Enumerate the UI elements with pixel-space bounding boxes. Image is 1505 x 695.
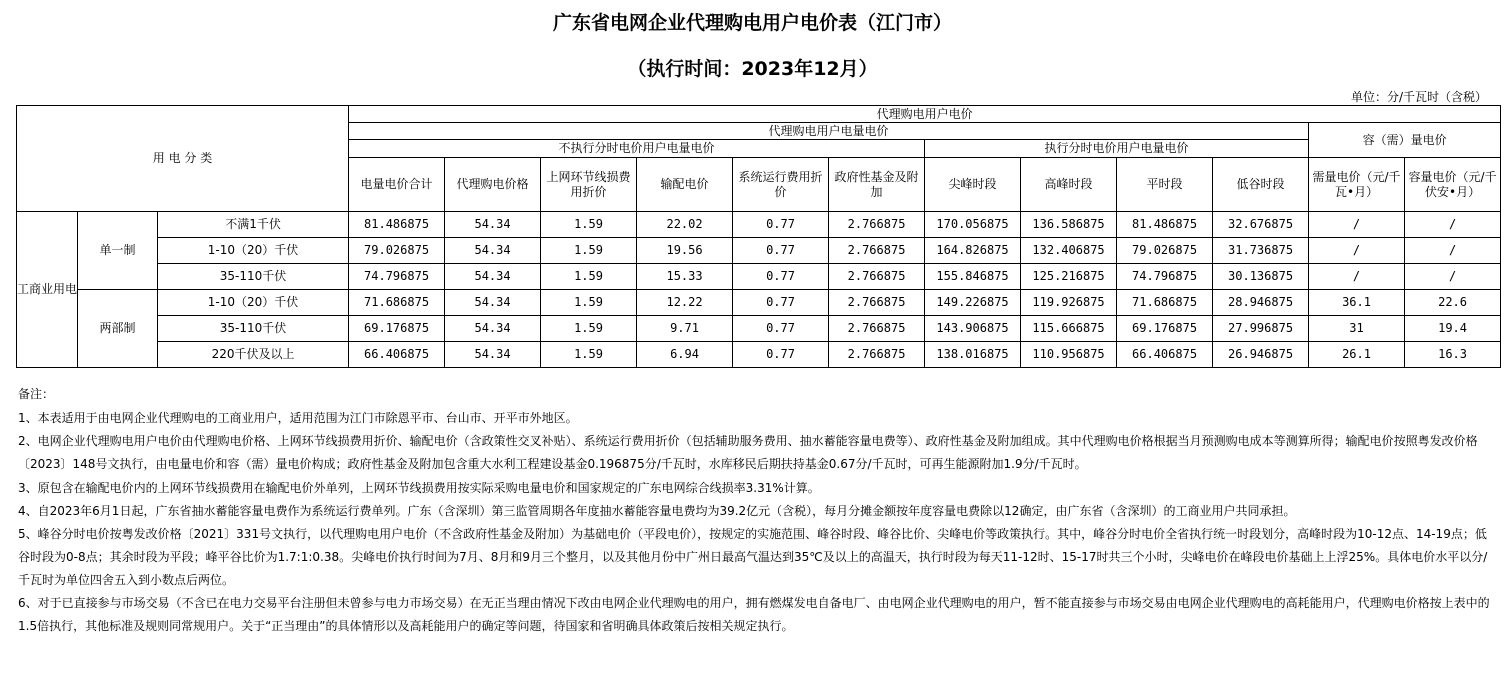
cell-line-loss: 1.59 [541,316,637,342]
cell-flat: 66.406875 [1117,342,1213,368]
page-subtitle: （执行时间：2023年12月） [627,58,878,80]
cell-system-operation: 0.77 [733,238,829,264]
cell-critical-peak: 164.826875 [925,238,1021,264]
cell-peak: 110.956875 [1021,342,1117,368]
cell-transmission: 22.02 [637,212,733,238]
notes-section [18,382,1490,638]
header-non-tou: 不执行分时电价用户电量电价 [349,140,925,158]
note-item: 1、本表适用于由电网企业代理购电的工商业用户，适用范围为江门市除恩平市、台山市、开平市外地区。 [18,411,578,425]
col-header-critical-peak: 尖峰时段 [925,158,1021,212]
cell-agent-price: 54.34 [445,264,541,290]
cell-valley: 32.676875 [1213,212,1309,238]
cell-system-operation: 0.77 [733,290,829,316]
cell-demand-price: 26.1 [1309,342,1405,368]
cell-flat: 69.176875 [1117,316,1213,342]
col-header-flat: 平时段 [1117,158,1213,212]
cell-demand-price: / [1309,212,1405,238]
cell-line-loss: 1.59 [541,212,637,238]
table-row [17,290,1501,316]
cell-gov-fund: 2.766875 [829,264,925,290]
cell-capacity-price: / [1405,212,1501,238]
cell-demand-price: 36.1 [1309,290,1405,316]
cell-total: 69.176875 [349,316,445,342]
cell-agent-price: 54.34 [445,290,541,316]
col-header-system-operation: 系统运行费用折价 [733,158,829,212]
subgroup-two-part: 两部制 [78,290,158,368]
header-tou: 执行分时电价用户电量电价 [925,140,1309,158]
cell-system-operation: 0.77 [733,342,829,368]
cell-flat: 74.796875 [1117,264,1213,290]
table-row [17,212,1501,238]
note-item: 6、对于已直接参与市场交易（不含已在电力交易平台注册但未曾参与电力市场交易）在无正当理由情况下改由电网企业代理购电的用户，拥有燃煤发电自备电厂、由电网企业代理购电的用户，暂不能直接参与市场交易由电网企业代理购电的高耗能用户，代理购电价格按上表中的1.5倍执行，其他标准及规则同常规用户。关于“正当理由”的具体情形以及高耗能用户的确定等问题，待国家和省明确具体政策后按相关规定执行。 [18,596,1490,633]
cell-flat: 71.686875 [1117,290,1213,316]
cell-gov-fund: 2.766875 [829,238,925,264]
col-header-peak: 高峰时段 [1021,158,1117,212]
cell-agent-price: 54.34 [445,212,541,238]
cell-line-loss: 1.59 [541,290,637,316]
cell-capacity-price: 19.4 [1405,316,1501,342]
header-capacity-price: 容（需）量电价 [1309,123,1501,158]
voltage-level: 1-10（20）千伏 [158,290,349,316]
cell-valley: 30.136875 [1213,264,1309,290]
table-row [17,264,1501,290]
voltage-level: 不满1千伏 [158,212,349,238]
note-item: 4、自2023年6月1日起，广东省抽水蓄能容量电费作为系统运行费单列。广东（含深圳）第三监管周期各年度抽水蓄能容量电费均为39.2亿元（含税），每月分摊金额按年度容量电费除以12确定，由广东省（含深圳）的工商业用户共同承担。 [18,504,1296,518]
cell-line-loss: 1.59 [541,264,637,290]
cell-peak: 132.406875 [1021,238,1117,264]
cell-gov-fund: 2.766875 [829,316,925,342]
header-agent-price: 代理购电用户电价 [349,106,1501,123]
cell-flat: 81.486875 [1117,212,1213,238]
group-label: 工商业用电 [17,212,78,368]
cell-total: 81.486875 [349,212,445,238]
col-header-total: 电量电价合计 [349,158,445,212]
cell-system-operation: 0.77 [733,264,829,290]
cell-peak: 136.586875 [1021,212,1117,238]
voltage-level: 1-10（20）千伏 [158,238,349,264]
note-item: 5、峰谷分时电价按粤发改价格〔2021〕331号文执行，以代理购电用户电价（不含政府性基金及附加）为基础电价（平段电价），按规定的实施范围、峰谷时段、峰谷比价、尖峰电价等政策执行。其中，峰谷分时电价全省执行统一时段划分，高峰时段为10-12点、14-19点；低谷时段为0-8点；其余时段为平段；峰平谷比价为1.7:1:0.38。尖峰电价执行时间为7月、8月和9月三个整月，以及其他月份中广州日最高气温达到35℃及以上的高温天，执行时段为每天11-12时、15-17时共三个小时，尖峰电价在峰段电价基础上上浮25%。具体电价水平以分/千瓦时为单位四舍五入到小数点后两位。 [18,527,1488,587]
cell-valley: 26.946875 [1213,342,1309,368]
cell-agent-price: 54.34 [445,342,541,368]
col-header-gov-fund: 政府性基金及附加 [829,158,925,212]
cell-capacity-price: 16.3 [1405,342,1501,368]
table-row [17,342,1501,368]
cell-capacity-price: / [1405,238,1501,264]
cell-gov-fund: 2.766875 [829,290,925,316]
cell-agent-price: 54.34 [445,316,541,342]
col-header-line-loss: 上网环节线损费用折价 [541,158,637,212]
col-header-capacity-price: 容量电价（元/千伏安•月） [1405,158,1501,212]
cell-critical-peak: 143.906875 [925,316,1021,342]
note-item: 3、原包含在输配电价内的上网环节线损费用在输配电价外单列，上网环节线损费用按实际采购电量电价和国家规定的广东电网综合线损率3.31%计算。 [18,481,820,495]
col-header-valley: 低谷时段 [1213,158,1309,212]
cell-total: 71.686875 [349,290,445,316]
cell-transmission: 9.71 [637,316,733,342]
cell-gov-fund: 2.766875 [829,342,925,368]
cell-demand-price: / [1309,238,1405,264]
table-row [17,238,1501,264]
cell-line-loss: 1.59 [541,238,637,264]
subgroup-single: 单一制 [78,212,158,290]
col-header-transmission: 输配电价 [637,158,733,212]
cell-demand-price: 31 [1309,316,1405,342]
cell-peak: 119.926875 [1021,290,1117,316]
voltage-level: 220千伏及以上 [158,342,349,368]
cell-transmission: 19.56 [637,238,733,264]
notes-heading: 备注： [18,387,55,401]
page-title: 广东省电网企业代理购电用户电价表（江门市） [552,12,952,34]
cell-peak: 115.666875 [1021,316,1117,342]
note-item: 2、电网企业代理购电用户电价由代理购电价格、上网环节线损费用折价、输配电价（含政策性交叉补贴）、系统运行费用折价（包括辅助服务费用、抽水蓄能容量电费等）、政府性基金及附加组成。其中代理购电价格根据当月预测购电成本等测算所得；输配电价按照粤发改价格〔2023〕148号文执行，由电量电价和容（需）量电价构成；政府性基金及附加包含重大水利工程建设基金0.196875分/千瓦时，水库移民后期扶持基金0.67分/千瓦时，可再生能源附加1.9分/千瓦时。 [18,434,1478,471]
cell-critical-peak: 138.016875 [925,342,1021,368]
cell-agent-price: 54.34 [445,238,541,264]
voltage-level: 35-110千伏 [158,316,349,342]
cell-critical-peak: 170.056875 [925,212,1021,238]
category-header: 用 电 分 类 [17,106,349,212]
cell-system-operation: 0.77 [733,212,829,238]
cell-flat: 79.026875 [1117,238,1213,264]
header-energy-price: 代理购电用户电量电价 [349,123,1309,140]
cell-critical-peak: 149.226875 [925,290,1021,316]
cell-total: 74.796875 [349,264,445,290]
cell-demand-price: / [1309,264,1405,290]
unit-label: 单位：分/千瓦时（含税） [1350,90,1487,104]
cell-valley: 31.736875 [1213,238,1309,264]
cell-capacity-price: / [1405,264,1501,290]
cell-total: 66.406875 [349,342,445,368]
cell-line-loss: 1.59 [541,342,637,368]
col-header-agent-price: 代理购电价格 [445,158,541,212]
cell-critical-peak: 155.846875 [925,264,1021,290]
cell-valley: 27.996875 [1213,316,1309,342]
cell-transmission: 12.22 [637,290,733,316]
cell-transmission: 6.94 [637,342,733,368]
cell-capacity-price: 22.6 [1405,290,1501,316]
cell-valley: 28.946875 [1213,290,1309,316]
col-header-demand-price: 需量电价（元/千瓦•月） [1309,158,1405,212]
cell-peak: 125.216875 [1021,264,1117,290]
voltage-level: 35-110千伏 [158,264,349,290]
price-table [16,105,1501,368]
cell-system-operation: 0.77 [733,316,829,342]
cell-transmission: 15.33 [637,264,733,290]
cell-gov-fund: 2.766875 [829,212,925,238]
table-row [17,316,1501,342]
cell-total: 79.026875 [349,238,445,264]
